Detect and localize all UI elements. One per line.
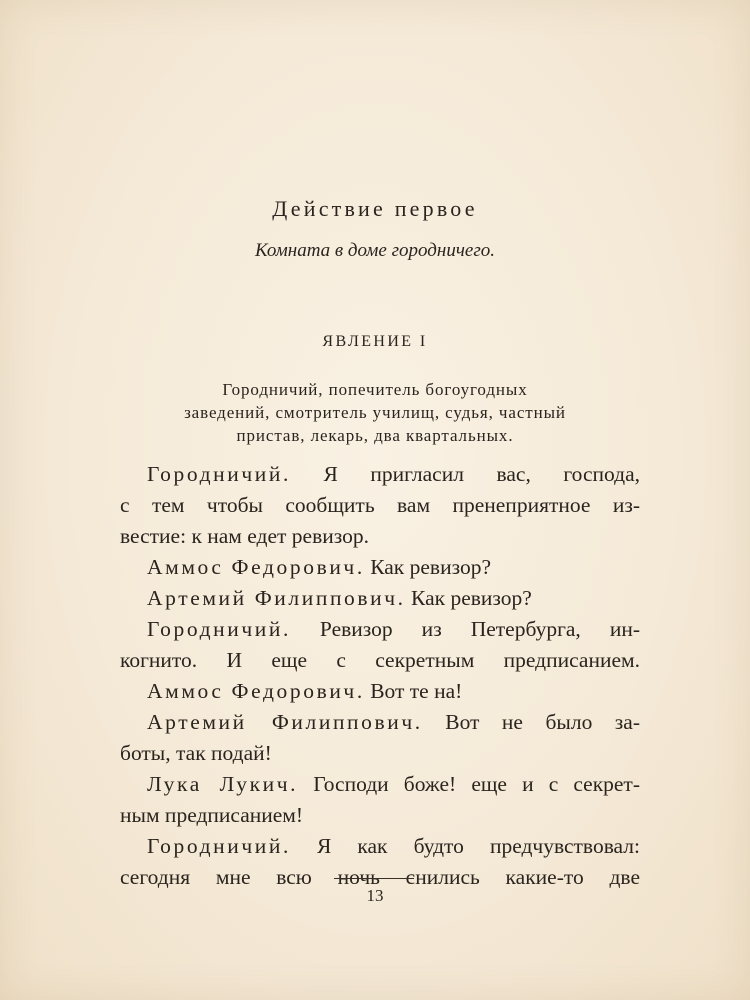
line-text: Вот те на! (364, 679, 463, 703)
line-text: Господи боже! еще и с секрет- (298, 772, 640, 796)
dialogue-line (120, 645, 640, 676)
dialogue-line (120, 769, 640, 800)
speaker-name: Лука Лукич. (147, 772, 299, 796)
cast-list (100, 378, 650, 447)
scene-title: ЯВЛЕНИЕ I (322, 333, 428, 350)
line-text: боты, так подай! (120, 741, 272, 765)
line-text: с тем чтобы сообщить вам пренеприятное из- (120, 493, 640, 517)
cast-line: Городничий, попечитель богоугодных (222, 380, 528, 399)
dialogue-line (120, 490, 640, 521)
line-text: ным предписанием! (120, 803, 304, 827)
speaker-name: Городничий. (147, 462, 291, 486)
line-text: Я пригласил вас, господа, (290, 462, 640, 486)
line-text: Ревизор из Петербурга, ин- (290, 617, 640, 641)
speaker-name: Артемий Филиппович. (147, 586, 406, 610)
dialogue-line (120, 552, 640, 583)
dialogue-line (120, 707, 640, 738)
line-text: Вот не было за- (422, 710, 640, 734)
line-text: Я как будто предчувствовал: (290, 834, 640, 858)
line-text: сегодня мне всю ночь снились какие-то две (120, 865, 640, 889)
scene-setting: Комната в доме городничего. (255, 240, 495, 261)
page-number: 13 (366, 886, 384, 905)
dialogue-line (120, 521, 640, 552)
line-text: Как ревизор? (364, 555, 491, 579)
speaker-name: Аммос Федорович. (147, 679, 365, 703)
act-title: Действие первое (272, 196, 478, 221)
dialogue-line (120, 831, 640, 862)
line-text: когнито. И еще с секретным предписанием. (120, 648, 640, 672)
dialogue-line (120, 738, 640, 769)
dialogue-line (120, 676, 640, 707)
dialogue-text (120, 459, 640, 893)
dialogue-line (120, 459, 640, 490)
line-text: Как ревизор? (405, 586, 532, 610)
cast-line: заведений, смотритель училищ, судья, частный (184, 403, 566, 422)
dialogue-line (120, 800, 640, 831)
footer-rule (334, 878, 414, 879)
dialogue-line (120, 614, 640, 645)
speaker-name: Артемий Филиппович. (147, 710, 423, 734)
speaker-name: Городничий. (147, 834, 291, 858)
speaker-name: Городничий. (147, 617, 291, 641)
speaker-name: Аммос Федорович. (147, 555, 365, 579)
dialogue-line (120, 583, 640, 614)
line-text: вестие: к нам едет ревизор. (120, 524, 369, 548)
cast-line: пристав, лекарь, два квартальных. (236, 426, 514, 445)
